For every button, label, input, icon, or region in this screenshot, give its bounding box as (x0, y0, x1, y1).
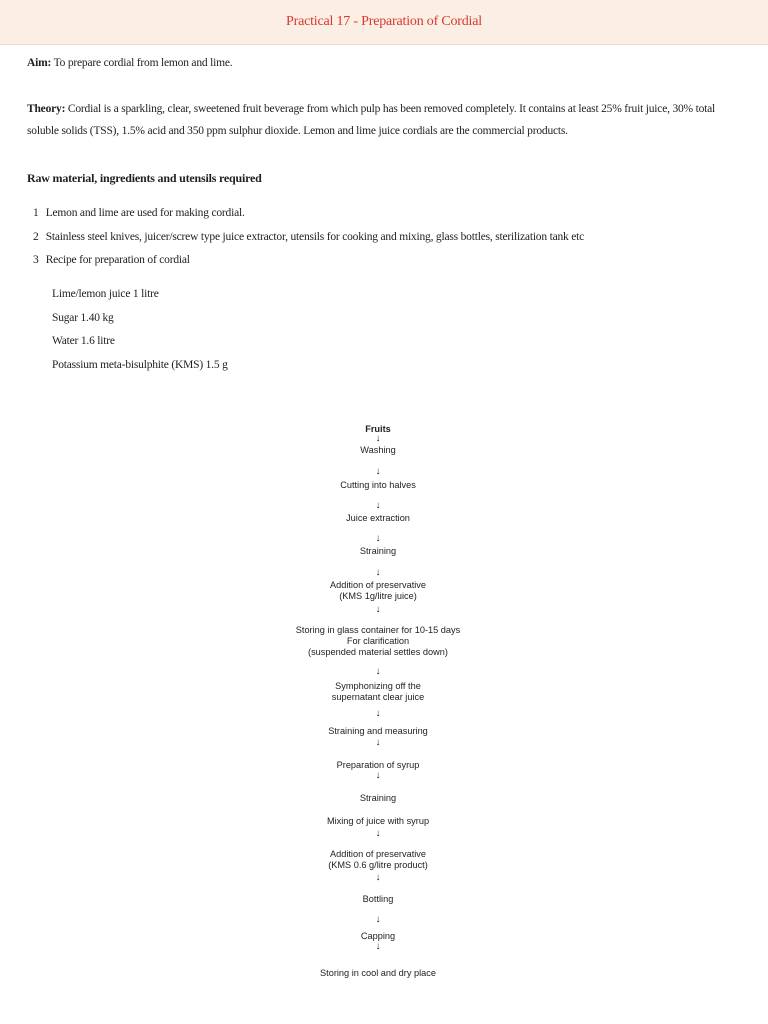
flowchart-step: Symphonizing off the supernatant clear juice (331, 681, 425, 702)
list-text: Stainless steel knives, juicer/screw type juice extractor, utensils for cooking and mixing, glass bottles, sterilization tank etc (45, 230, 585, 243)
list-item (33, 205, 584, 229)
flowchart-step: Mixing of juice with syrup (326, 816, 430, 826)
title-bar (0, 0, 768, 45)
theory-text: Cordial is a sparkling, clear, sweetened fruit beverage from which pulp has been removed completely. It contains at least 25% fruit juice, 30% total soluble solids (TSS), 1.5% acid and 350 ppm sulphur dioxide. Lemon and lime juice cordials are the commercial products. (27, 103, 716, 137)
flowchart-step: Preparation of syrup (336, 760, 420, 770)
flowchart-step: Capping (360, 931, 396, 941)
flowchart-arrow: ↓ (375, 604, 381, 615)
flowchart-step: Storing in glass container for 10-15 days For clarification (suspended material settles down) (295, 625, 461, 657)
flowchart-step: Addition of preservative (KMS 0.6 g/litre product) (328, 849, 428, 870)
flowchart-arrow: ↓ (375, 828, 381, 839)
flowchart-arrow: ↓ (375, 433, 381, 444)
flowchart-arrow: ↓ (375, 666, 381, 677)
list-text: Recipe for preparation of cordial (45, 254, 190, 266)
recipe-item: Lime/lemon juice 1 litre (52, 288, 159, 300)
flowchart-step: Straining (359, 793, 397, 803)
flowchart-step: Storing in cool and dry place (320, 968, 436, 978)
flowchart-arrow: ↓ (375, 872, 381, 883)
aim-paragraph (27, 52, 742, 74)
flowchart-step: Addition of preservative (KMS 1g/litre juice) (329, 580, 426, 601)
flowchart-arrow: ↓ (375, 533, 381, 544)
list-number: 2 (33, 230, 39, 243)
recipe-item: Sugar 1.40 kg (52, 311, 114, 324)
flowchart-arrow: ↓ (375, 466, 381, 477)
list-number: 3 (33, 254, 39, 266)
list-text: Lemon and lime are used for making cordial. (45, 207, 245, 219)
flowchart-arrow: ↓ (375, 914, 381, 925)
flowchart-step: Straining (359, 546, 397, 556)
flowchart-step: Straining and measuring (328, 726, 428, 736)
flowchart-arrow: ↓ (375, 770, 381, 781)
list-number: 1 (33, 207, 39, 219)
flowchart-step: Juice extraction (346, 513, 410, 523)
flowchart-arrow: ↓ (375, 500, 381, 511)
flowchart-arrow: ↓ (375, 567, 381, 578)
raw-material-heading: Raw material, ingredients and utensils required (27, 171, 262, 185)
flowchart-arrow: ↓ (375, 941, 381, 952)
page-title: Practical 17 - Preparation of Cordial (286, 14, 482, 29)
flowchart-arrow: ↓ (375, 708, 381, 719)
flowchart-step: Bottling (362, 894, 394, 904)
recipe-item: Water 1.6 litre (52, 335, 115, 347)
aim-text: To prepare cordial from lemon and lime. (51, 57, 233, 69)
theory-label: Theory: (27, 103, 66, 115)
flowchart-step: Cutting into halves (340, 480, 416, 490)
recipe-list (52, 286, 228, 380)
flowchart-step: Washing (360, 445, 396, 455)
recipe-item: Potassium meta-bisulphite (KMS) 1.5 g (52, 358, 228, 371)
aim-label: Aim: (27, 57, 52, 69)
list-item (33, 229, 584, 253)
requirements-list (33, 205, 584, 276)
flowchart-step: Fruits (365, 424, 391, 434)
list-item (33, 252, 584, 276)
theory-paragraph (27, 98, 742, 142)
flowchart-arrow: ↓ (375, 737, 381, 748)
